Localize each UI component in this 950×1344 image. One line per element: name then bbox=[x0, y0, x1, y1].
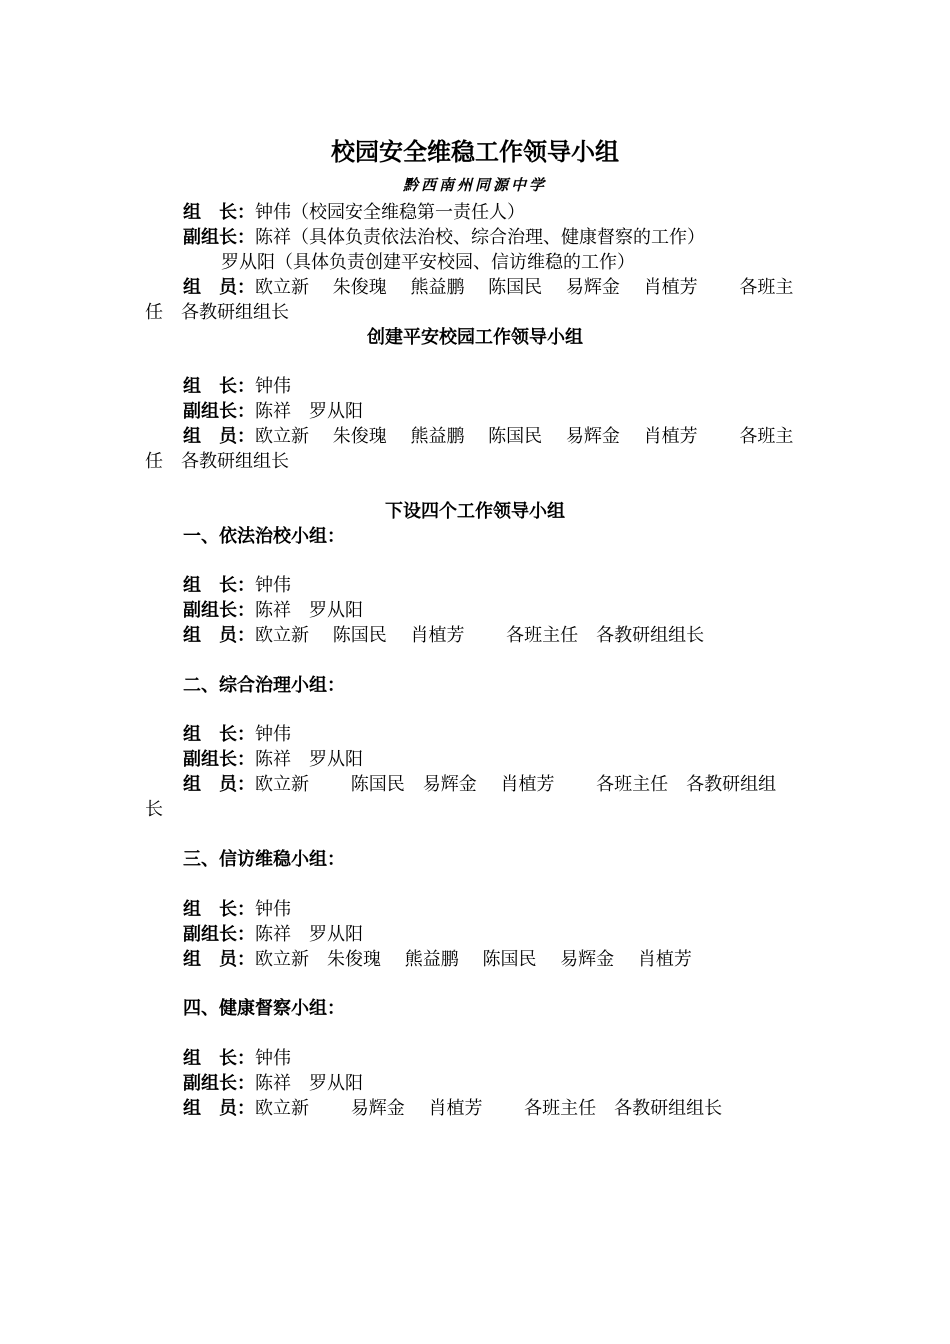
vice-name: 陈祥（具体负责依法治校、综合治理、健康督察的工作） bbox=[255, 227, 705, 248]
school-name: 黔西南州同源中学 bbox=[402, 176, 547, 194]
sub2-members-continuation: 长 bbox=[145, 799, 163, 820]
leader-label: 组 长： bbox=[183, 376, 255, 397]
members-label: 组 员： bbox=[183, 426, 255, 447]
vice-label: 副组长： bbox=[183, 401, 255, 422]
sub4-leader-line bbox=[183, 1046, 291, 1071]
sub2-leader-line bbox=[183, 722, 291, 747]
members-label: 组 员： bbox=[183, 625, 255, 646]
vice-label: 副组长： bbox=[183, 924, 255, 945]
members-list: 欧立新 朱俊瑰 熊益鹏 陈国民 易辉金 肖植芳 各班主 bbox=[255, 426, 794, 447]
sub2-members-line bbox=[183, 772, 776, 797]
members-label: 组 员： bbox=[183, 277, 255, 298]
members-label: 组 员： bbox=[183, 949, 255, 970]
members-label: 组 员： bbox=[183, 1098, 255, 1119]
subgroups-heading: 下设四个工作领导小组 bbox=[385, 501, 565, 522]
members-list: 欧立新 陈国民 易辉金 肖植芳 各班主任 各教研组组 bbox=[255, 774, 777, 795]
vice-name: 陈祥 罗从阳 bbox=[255, 401, 363, 422]
members-list: 欧立新 陈国民 肖植芳 各班主任 各教研组组长 bbox=[255, 625, 705, 646]
vice-label: 副组长： bbox=[183, 1073, 255, 1094]
sub3-members-line bbox=[183, 947, 692, 972]
sub3-leader-line bbox=[183, 897, 291, 922]
sub4-vice-line bbox=[183, 1071, 363, 1096]
sub4-heading: 四、健康督察小组： bbox=[183, 998, 345, 1019]
leader-name: 钟伟 bbox=[255, 1048, 291, 1069]
leader-name: 钟伟 bbox=[255, 899, 291, 920]
sub1-leader-line bbox=[183, 573, 291, 598]
group2-heading: 创建平安校园工作领导小组 bbox=[367, 327, 583, 348]
vice-name: 陈祥 罗从阳 bbox=[255, 1073, 363, 1094]
leader-label: 组 长： bbox=[183, 1048, 255, 1069]
sub3-vice-line bbox=[183, 922, 363, 947]
sub2-vice-line bbox=[183, 747, 363, 772]
vice-label: 副组长： bbox=[183, 749, 255, 770]
leader-name: 钟伟 bbox=[255, 575, 291, 596]
members-list: 欧立新 朱俊瑰 熊益鹏 陈国民 易辉金 肖植芳 各班主 bbox=[255, 277, 794, 298]
leader-label: 组 长： bbox=[183, 575, 255, 596]
leader-label: 组 长： bbox=[183, 202, 255, 223]
group1-members-line bbox=[183, 275, 793, 300]
group2-leader-line bbox=[183, 374, 291, 399]
vice-name: 陈祥 罗从阳 bbox=[255, 749, 363, 770]
sub1-vice-line bbox=[183, 598, 363, 623]
group2-vice-line bbox=[183, 399, 363, 424]
vice-name: 陈祥 罗从阳 bbox=[255, 924, 363, 945]
vice-label: 副组长： bbox=[183, 600, 255, 621]
leader-name: 钟伟（校园安全维稳第一责任人） bbox=[255, 202, 525, 223]
members-list: 欧立新 易辉金 肖植芳 各班主任 各教研组组长 bbox=[255, 1098, 723, 1119]
sub1-heading: 一、依法治校小组： bbox=[183, 526, 345, 547]
sub1-members-line bbox=[183, 623, 704, 648]
sub3-heading: 三、信访维稳小组： bbox=[183, 849, 345, 870]
leader-label: 组 长： bbox=[183, 899, 255, 920]
group1-leader-line bbox=[183, 200, 525, 225]
vice-name: 陈祥 罗从阳 bbox=[255, 600, 363, 621]
leader-name: 钟伟 bbox=[255, 724, 291, 745]
sub2-heading: 二、综合治理小组： bbox=[183, 675, 345, 696]
members-list: 欧立新 朱俊瑰 熊益鹏 陈国民 易辉金 肖植芳 bbox=[255, 949, 692, 970]
leader-label: 组 长： bbox=[183, 724, 255, 745]
sub4-members-line bbox=[183, 1096, 722, 1121]
group2-members-line bbox=[183, 424, 793, 449]
page-title: 校园安全维稳工作领导小组 bbox=[331, 137, 619, 166]
group2-members-continuation: 任 各教研组组长 bbox=[145, 451, 289, 472]
vice-label: 副组长： bbox=[183, 227, 255, 248]
group1-vice2-line: 罗从阳（具体负责创建平安校园、信访维稳的工作） bbox=[221, 252, 635, 273]
group1-members-continuation: 任 各教研组组长 bbox=[145, 302, 289, 323]
group1-vice-line bbox=[183, 225, 705, 250]
leader-name: 钟伟 bbox=[255, 376, 291, 397]
members-label: 组 员： bbox=[183, 774, 255, 795]
